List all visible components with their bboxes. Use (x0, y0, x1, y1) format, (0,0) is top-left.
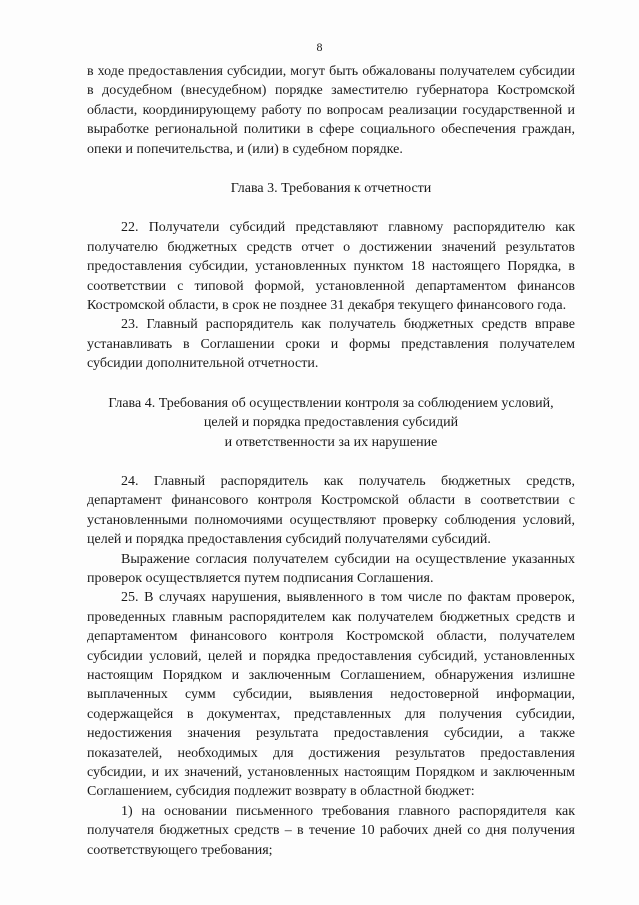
spacer (87, 374, 575, 394)
paragraph-22: 22. Получатели субсидий представляют главному распорядителю как получателю бюджетных средств отчет о достижении значений результатов предоставления субсидии, установленных пунктом 18 настоящего Порядка, в соответствии с типовой формой, установленной департаментом финансов Костромской области, в срок не позднее 31 декабря текущего финансового года. (87, 220, 575, 314)
paragraph-25-item-1: 1) на основании письменного требования главного распорядителя как получателя бюджетных средств – в течение 10 рабочих дней со дня получения соответствующего требования; (87, 803, 575, 858)
chapter-3-heading: Глава 3. Требования к отчетности (230, 181, 432, 197)
paragraph-25: 25. В случаях нарушения, выявленного в том числе по фактам проверок, проведенных главным распорядителем как получателем бюджетных средств и департаментом финансового контроля Костромской области, получателем субсидии условий, целей и порядка предоставления субсидий, установленных настоящим Порядком и заключенным Соглашением, обнаружения излишне выплаченных сумм субсидии, выявления недостоверной информации, содержащейся в документах, представленных для получения субсидии, недостижения значения результата предоставления субсидии, а также показателей, необходимых для достижения результатов предоставления субсидии, и их значений, установленных настоящим Порядком и заключенным Соглашением, субсидия подлежит возврату в областной бюджет: (87, 590, 575, 800)
paragraph-appeal: в ходе предоставления субсидии, могут быть обжалованы получателем субсидии в досудебном (внесудебном) порядке заместителю губернатора Костромской области, координирующему работу по вопросам реализации государственной и выработке региональной политики в сфере социального обеспечения граждан, опеки и попечительства, и (или) в судебном порядке. (87, 64, 575, 157)
spacer (87, 198, 575, 218)
document-body (87, 62, 575, 860)
page-number: 8 (316, 40, 323, 54)
paragraph-24: 24. Главный распорядитель как получатель бюджетных средств, департамент финансового контроля Костромской области в соответствии с установленными полномочиями осуществляют проверку соблюдения условий, целей и порядка предоставления субсидий получателями субсидий. (87, 473, 575, 548)
chapter-4-heading-line-3: и ответственности за их нарушение (224, 434, 438, 450)
spacer (87, 159, 575, 179)
spacer (87, 452, 575, 472)
chapter-4-heading-line-1: Глава 4. Требования об осуществлении контроля за соблюдением условий, (108, 395, 554, 411)
chapter-4-heading-line-2: целей и порядка предоставления субсидий (203, 415, 459, 431)
paragraph-24-consent: Выражение согласия получателем субсидии на осуществление указанных проверок осуществляется путем подписания Соглашения. (87, 551, 575, 586)
paragraph-23: 23. Главный распорядитель как получатель бюджетных средств вправе устанавливать в Соглашении сроки и формы представления получателем субсидии дополнительной отчетности. (87, 317, 575, 372)
